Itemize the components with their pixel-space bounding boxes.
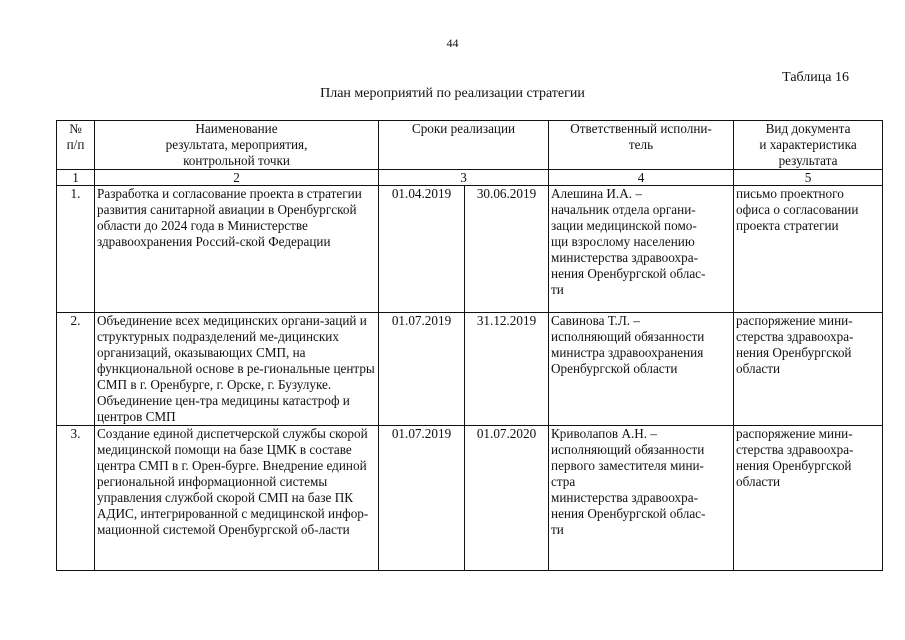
responsible-person: Алешина И.А. – начальник отдела органи- зации медицинской помо- щи взрослому населению министерства здравоохра- нения Оренбургской облас- ти <box>549 186 734 313</box>
plan-table <box>56 120 883 571</box>
start-date: 01.04.2019 <box>379 186 465 313</box>
event-name: Создание единой диспетчерской службы скорой медицинской помощи на базе ЦМК в составе центра СМП в г. Орен-бурге. Внедрение единой региональной информационной системы управления службой скорой СМП на базе ПК АДИС, интегрированной с медицинской инфор-мационной системой Оренбургской об-ласти <box>95 426 379 571</box>
column-number-row <box>57 170 883 186</box>
row-number: 3. <box>57 426 95 571</box>
end-date: 31.12.2019 <box>465 313 549 426</box>
responsible-person: Савинова Т.Л. – исполняющий обязанности министра здравоохранения Оренбургской области <box>549 313 734 426</box>
column-number: 1 <box>57 170 95 186</box>
header-dates: Сроки реализации <box>379 121 549 170</box>
column-number: 4 <box>549 170 734 186</box>
responsible-person: Криволапов А.Н. – исполняющий обязанности первого заместителя мини- стра министерства здравоохра- нения Оренбургской облас- ти <box>549 426 734 571</box>
header-responsible: Ответственный исполни- тель <box>549 121 734 170</box>
event-name: Разработка и согласование проекта в стратегии развития санитарной авиации в Оренбургской области до 2024 года в Министерстве здравоохранения Россий-ской Федерации <box>95 186 379 313</box>
end-date: 30.06.2019 <box>465 186 549 313</box>
row-number: 1. <box>57 186 95 313</box>
header-no: № п/п <box>57 121 95 170</box>
document-type: письмо проектного офиса о согласовании проекта стратегии <box>734 186 883 313</box>
column-number: 3 <box>379 170 549 186</box>
event-name: Объединение всех медицинских органи-заций и структурных подразделений ме-дицинских организаций, оказывающих СМП, на функциональной основе в ре-гиональные центры СМП в г. Оренбурге, г. Орске, г. Бузулуке. Объединение цен-тра медицины катастроф и центров СМП <box>95 313 379 426</box>
table-row <box>57 186 883 313</box>
table-row <box>57 426 883 571</box>
header-name: Наименование результата, мероприятия, контрольной точки <box>95 121 379 170</box>
table-row <box>57 313 883 426</box>
table-label: Таблица 16 <box>782 70 849 85</box>
table-title: План мероприятий по реализации стратегии <box>320 86 585 101</box>
header-row <box>57 121 883 170</box>
document-type: распоряжение мини-стерства здравоохра-нения Оренбургской области <box>734 313 883 426</box>
column-number: 5 <box>734 170 883 186</box>
page-number: 44 <box>446 36 459 50</box>
end-date: 01.07.2020 <box>465 426 549 571</box>
row-number: 2. <box>57 313 95 426</box>
start-date: 01.07.2019 <box>379 313 465 426</box>
document-type: распоряжение мини-стерства здравоохра-нения Оренбургской области <box>734 426 883 571</box>
start-date: 01.07.2019 <box>379 426 465 571</box>
header-document: Вид документа и характеристика результата <box>734 121 883 170</box>
column-number: 2 <box>95 170 379 186</box>
